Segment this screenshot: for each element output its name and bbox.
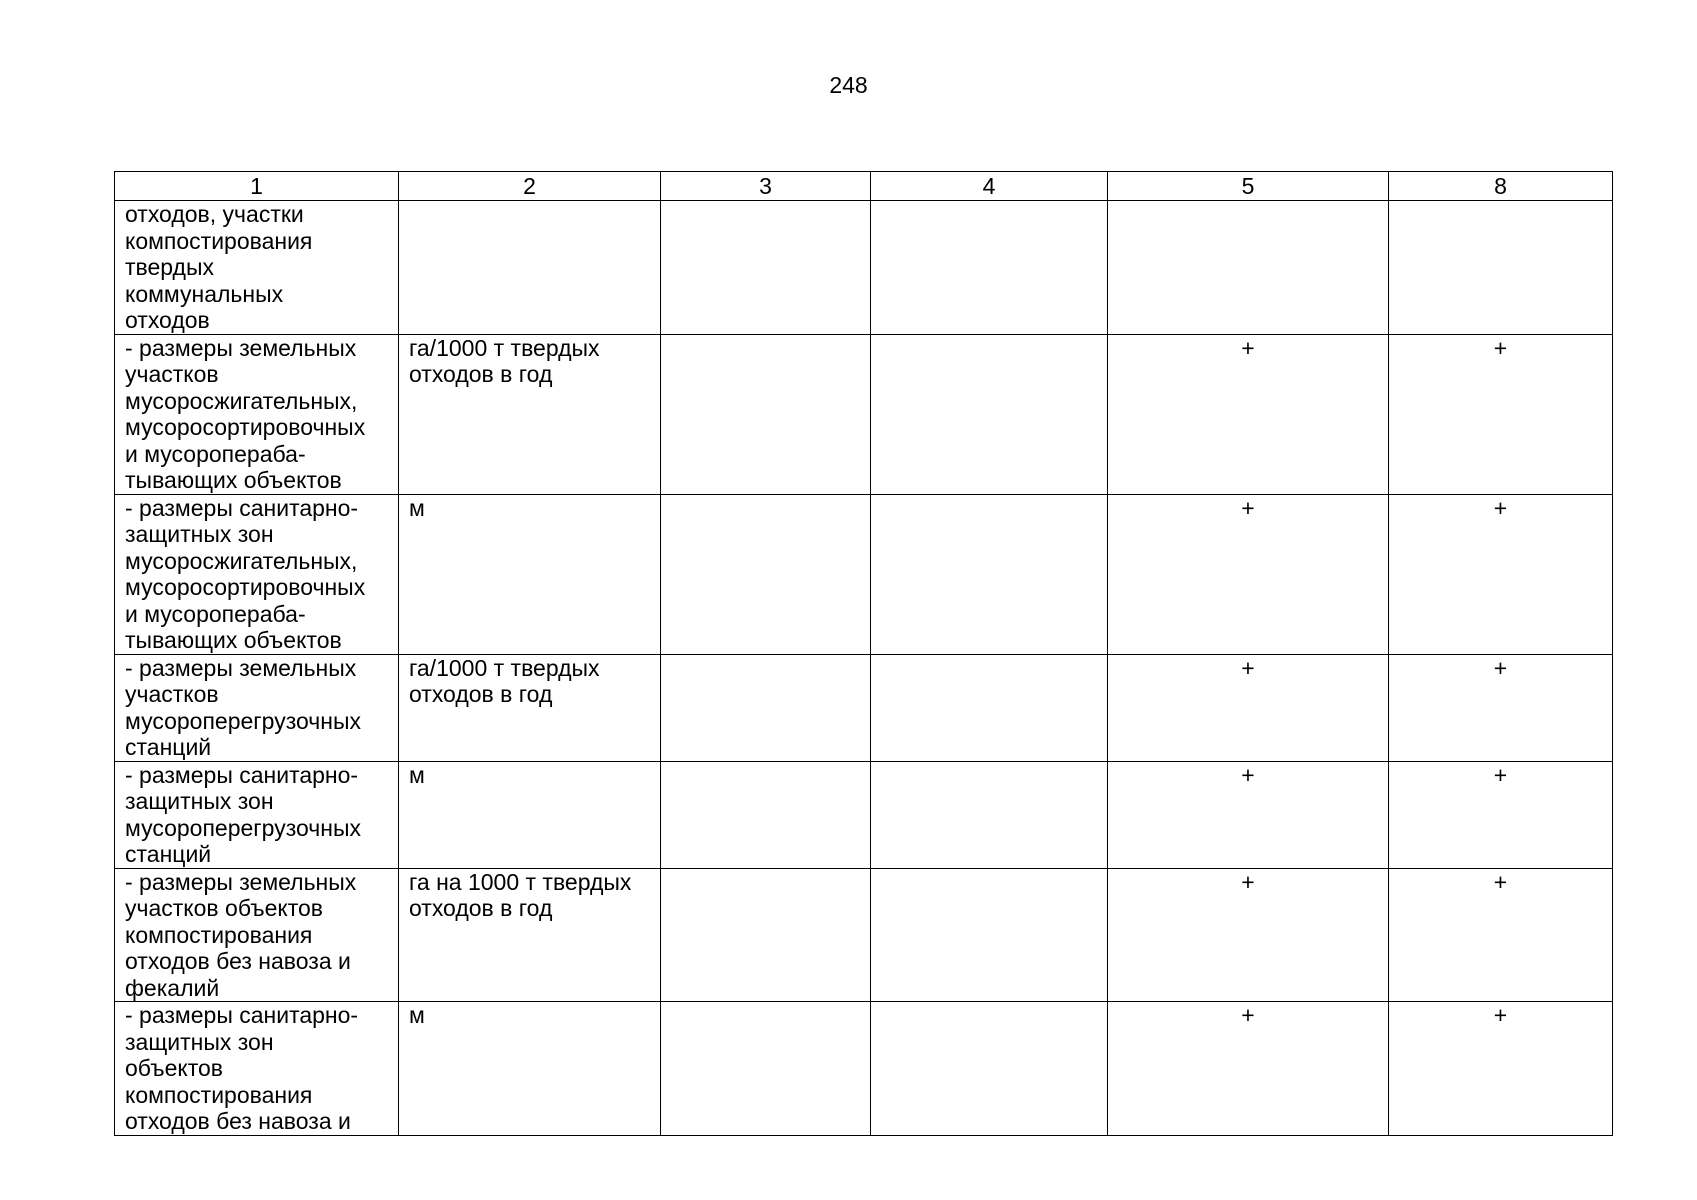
cell-unit xyxy=(399,201,661,335)
cell-line: мусороперегрузочных xyxy=(125,814,361,841)
cell-line: участков объектов xyxy=(125,895,324,921)
cell-col8: + xyxy=(1389,654,1613,761)
cell-col5: + xyxy=(1108,654,1389,761)
cell-col4 xyxy=(871,761,1108,868)
cell-line: отходов без навоза и xyxy=(125,1108,351,1134)
cell-line: компостирования xyxy=(125,1081,313,1108)
cell-description xyxy=(115,1002,399,1136)
cell-line: участков xyxy=(125,681,219,707)
cell-col4 xyxy=(871,494,1108,654)
cell-unit: га на 1000 т твердых отходов в год xyxy=(399,868,661,1002)
cell-col5 xyxy=(1108,201,1389,335)
cell-line: объектов xyxy=(125,1055,223,1081)
cell-description xyxy=(115,761,399,868)
cell-col5: + xyxy=(1108,1002,1389,1136)
header-cell-8: 8 xyxy=(1389,172,1613,201)
cell-line: - размеры земельных xyxy=(125,868,357,895)
page-number: 248 xyxy=(829,72,868,98)
cell-line: отходов без навоза и xyxy=(125,948,351,974)
cell-line: защитных зон xyxy=(125,788,274,814)
cell-line: - размеры санитарно- xyxy=(125,494,359,521)
cell-line: станций xyxy=(125,841,212,867)
table-row xyxy=(115,654,1613,761)
cell-line: станций xyxy=(125,734,212,760)
cell-col3 xyxy=(661,654,871,761)
cell-line: мусоросортировочных xyxy=(125,414,366,440)
cell-description xyxy=(115,654,399,761)
cell-col4 xyxy=(871,334,1108,494)
header-cell-3: 3 xyxy=(661,172,871,201)
cell-col4 xyxy=(871,1002,1108,1136)
cell-line: тывающих объектов xyxy=(125,627,342,653)
cell-col3 xyxy=(661,201,871,335)
cell-col3 xyxy=(661,761,871,868)
cell-unit: га/1000 т твердых отходов в год xyxy=(399,334,661,494)
cell-line: компостирования xyxy=(125,921,313,948)
cell-line: мусоросортировочных xyxy=(125,574,366,600)
cell-line: и мусоропераба- xyxy=(125,600,306,627)
cell-col5: + xyxy=(1108,868,1389,1002)
table-row xyxy=(115,761,1613,868)
header-cell-2: 2 xyxy=(399,172,661,201)
cell-description xyxy=(115,201,399,335)
cell-col5: + xyxy=(1108,494,1389,654)
cell-col8: + xyxy=(1389,868,1613,1002)
header-cell-1: 1 xyxy=(115,172,399,201)
cell-col3 xyxy=(661,334,871,494)
cell-col8: + xyxy=(1389,494,1613,654)
table-row xyxy=(115,334,1613,494)
header-row xyxy=(115,172,1613,201)
cell-line: - размеры санитарно- xyxy=(125,1002,359,1028)
cell-line: тывающих объектов xyxy=(125,467,342,493)
cell-unit: м xyxy=(399,1002,661,1136)
cell-line: мусоросжигательных, xyxy=(125,547,358,574)
cell-line: - размеры земельных xyxy=(125,334,357,361)
cell-col3 xyxy=(661,1002,871,1136)
data-table xyxy=(114,171,1613,1136)
cell-col4 xyxy=(871,654,1108,761)
cell-col5: + xyxy=(1108,761,1389,868)
cell-line: - размеры санитарно- xyxy=(125,761,359,788)
cell-line: защитных зон xyxy=(125,1028,274,1055)
cell-description xyxy=(115,494,399,654)
cell-col3 xyxy=(661,494,871,654)
cell-line: фекалий xyxy=(125,974,220,1001)
table-row xyxy=(115,494,1613,654)
cell-line: мусоросжигательных, xyxy=(125,387,358,414)
cell-col8: + xyxy=(1389,334,1613,494)
table-row xyxy=(115,1002,1613,1136)
header-cell-4: 4 xyxy=(871,172,1108,201)
cell-description xyxy=(115,334,399,494)
cell-line: - размеры земельных xyxy=(125,654,357,681)
table-row xyxy=(115,868,1613,1002)
cell-col4 xyxy=(871,868,1108,1002)
cell-description-text: отходов, участки компостирования твердых коммунальных отходов xyxy=(125,201,313,333)
cell-line: участков xyxy=(125,361,219,387)
cell-col3 xyxy=(661,868,871,1002)
cell-line: защитных зон xyxy=(125,521,274,547)
cell-col8: + xyxy=(1389,1002,1613,1136)
header-cell-5: 5 xyxy=(1108,172,1389,201)
cell-unit: га/1000 т твердых отходов в год xyxy=(399,654,661,761)
cell-col8 xyxy=(1389,201,1613,335)
table-row xyxy=(115,201,1613,335)
cell-col4 xyxy=(871,201,1108,335)
cell-unit: м xyxy=(399,494,661,654)
cell-col5: + xyxy=(1108,334,1389,494)
cell-line: и мусоропераба- xyxy=(125,440,306,467)
cell-description xyxy=(115,868,399,1002)
cell-unit: м xyxy=(399,761,661,868)
cell-col8: + xyxy=(1389,761,1613,868)
cell-line: мусороперегрузочных xyxy=(125,707,361,734)
